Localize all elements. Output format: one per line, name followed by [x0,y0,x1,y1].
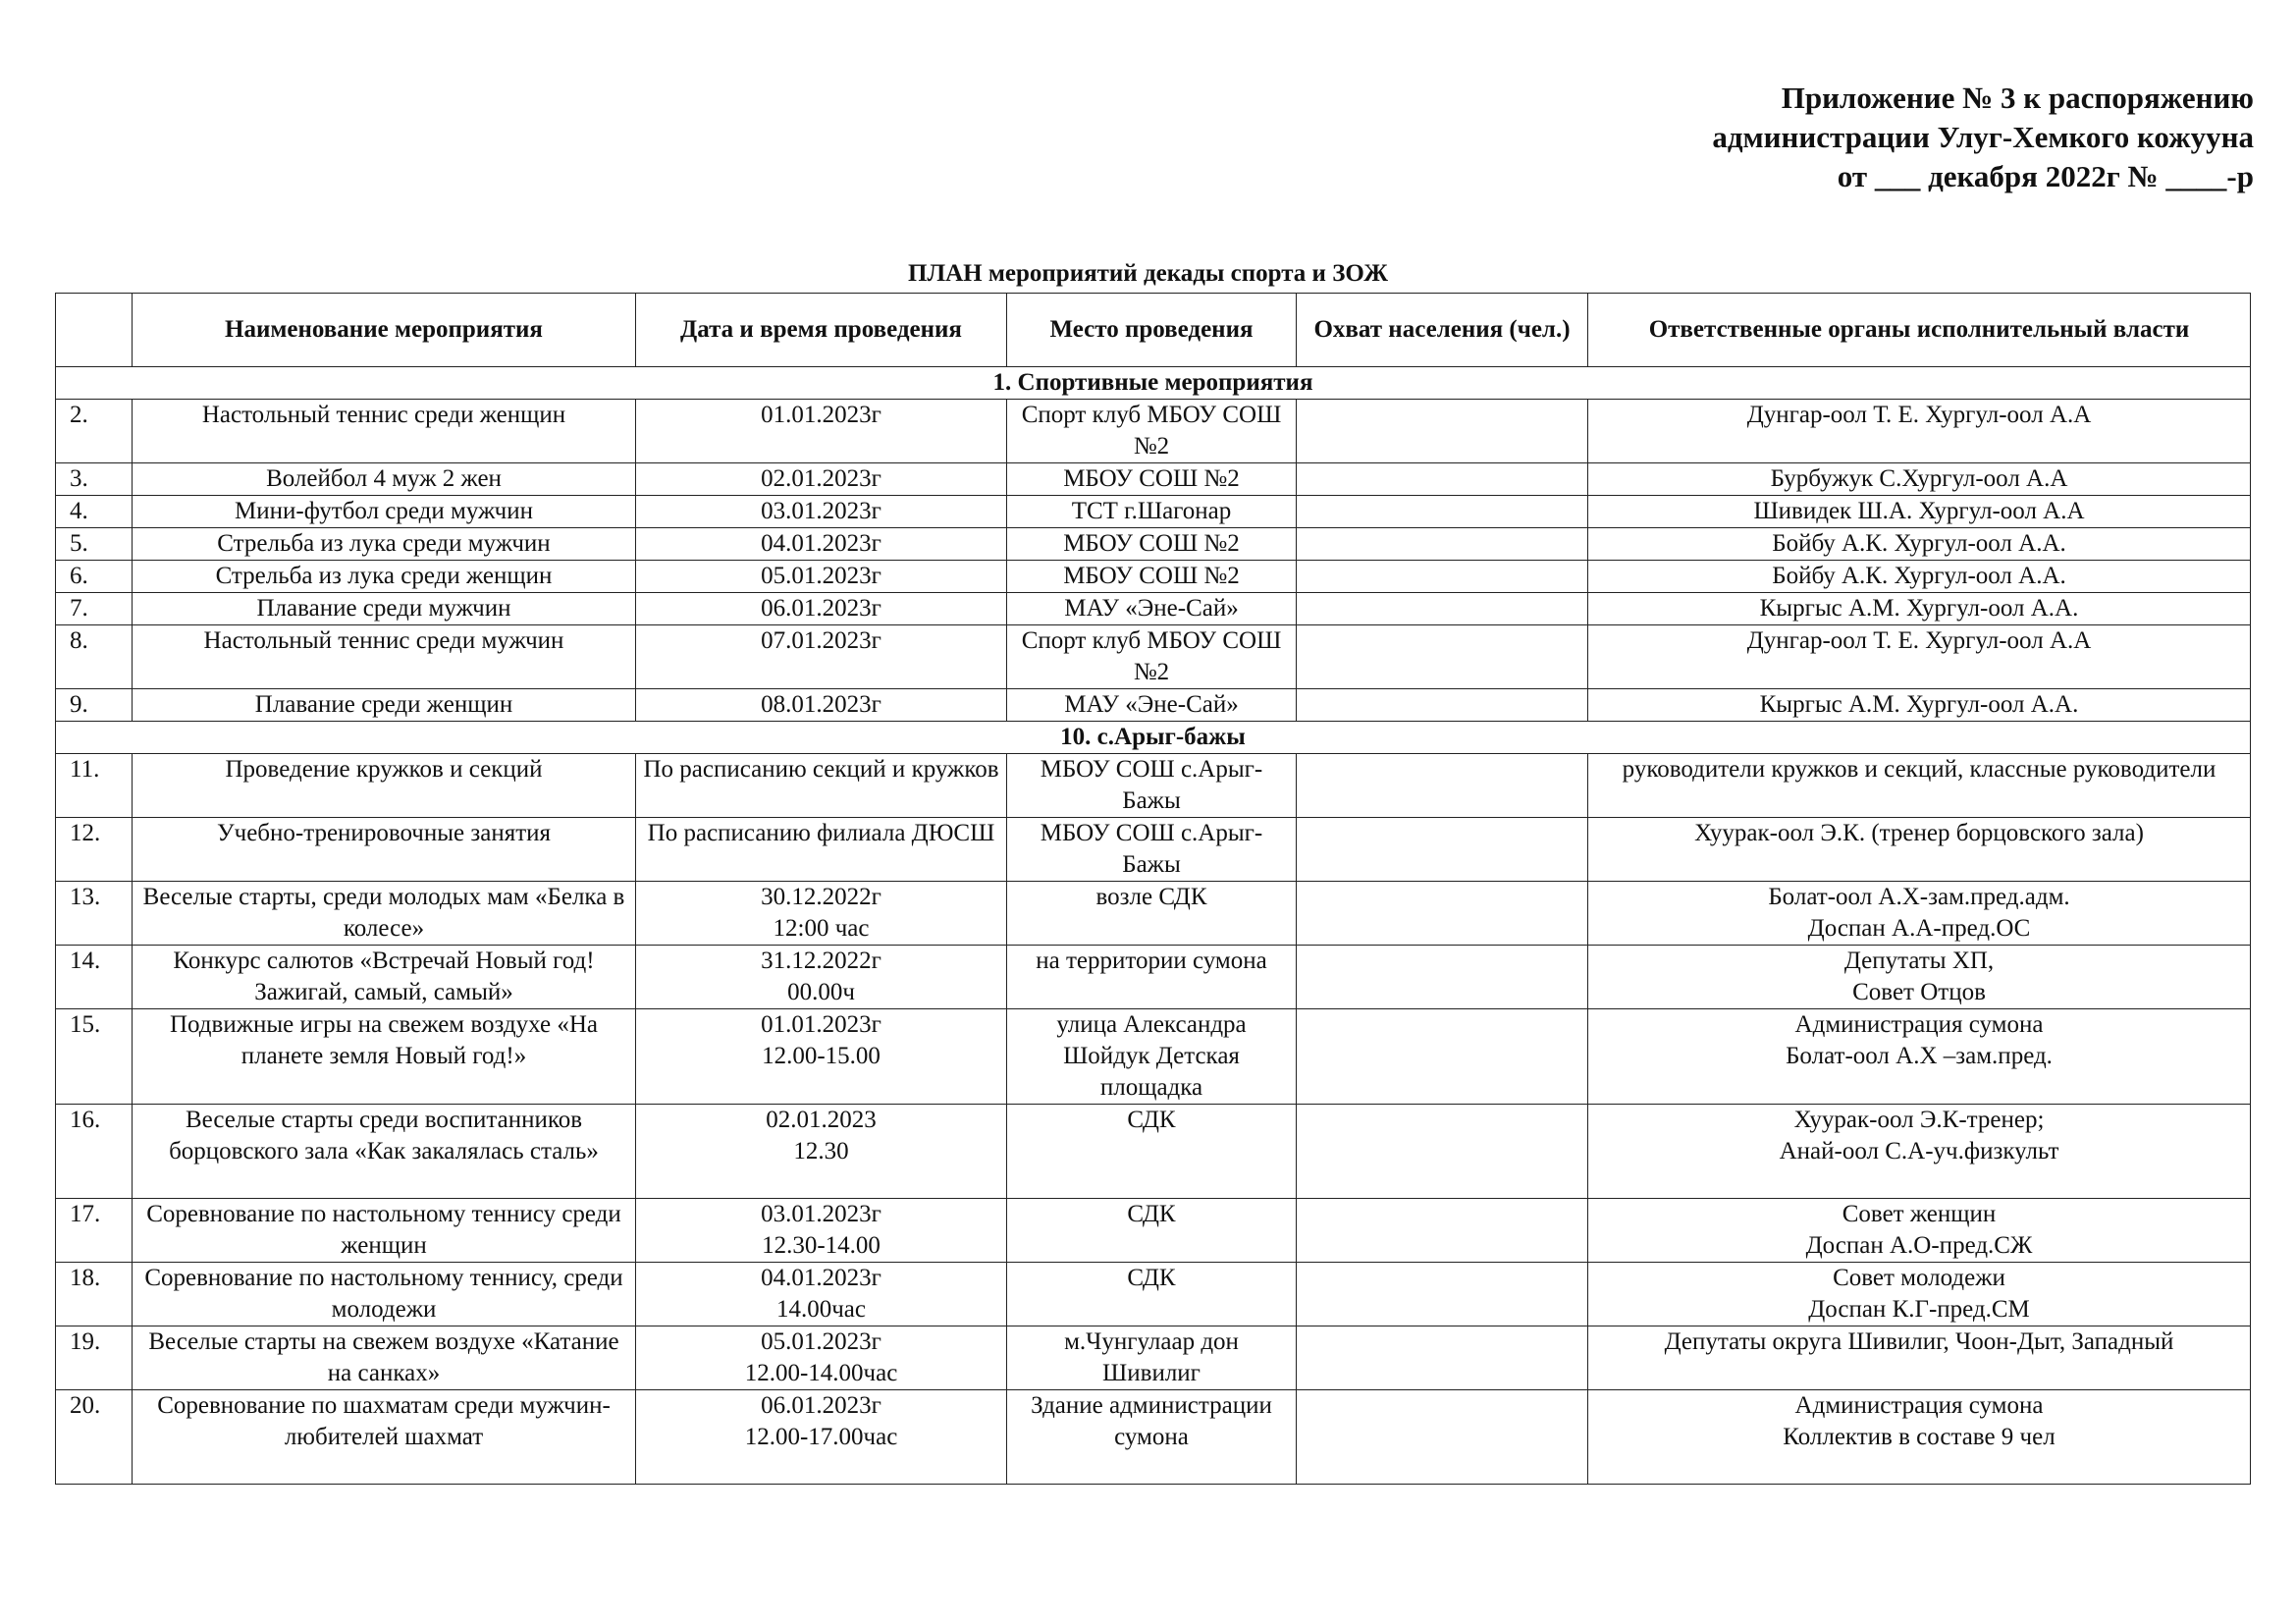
table-row [56,561,2251,593]
responsible-cell: Депутаты округа Шивилиг, Чоон-Дыт, Западный [1588,1326,2251,1390]
row-number: 12. [56,818,133,882]
table-row [56,1199,2251,1263]
section-header-row [56,722,2251,754]
venue-cell: МАУ «Эне-Сай» [1007,593,1297,625]
date-time-cell: 01.01.2023г [636,400,1007,463]
table-body [56,367,2251,1485]
date-time-cell: 07.01.2023г [636,625,1007,689]
date-time-cell: 06.01.2023г 12.00-17.00час [636,1390,1007,1485]
coverage-cell [1297,1263,1588,1326]
date-time-cell: 03.01.2023г [636,496,1007,528]
coverage-cell [1297,561,1588,593]
row-number: 13. [56,882,133,946]
row-number: 17. [56,1199,133,1263]
column-header-coverage: Охват населения (чел.) [1297,294,1588,367]
event-name-cell: Проведение кружков и секций [133,754,636,818]
row-number: 5. [56,528,133,561]
responsible-cell: Кыргыс А.М. Хургул-оол А.А. [1588,689,2251,722]
venue-cell: МБОУ СОШ с.Арыг-Бажы [1007,754,1297,818]
venue-cell: ТСТ г.Шагонар [1007,496,1297,528]
table-row [56,1009,2251,1105]
coverage-cell [1297,946,1588,1009]
date-time-cell: 02.01.2023г [636,463,1007,496]
event-name-cell: Веселые старты среди воспитанников борцовского зала «Как закалялась сталь» [133,1105,636,1199]
responsible-cell: руководители кружков и секций, классные руководители [1588,754,2251,818]
table-row [56,1263,2251,1326]
column-header-number [56,294,133,367]
event-name-cell: Подвижные игры на свежем воздухе «На планете земля Новый год!» [133,1009,636,1105]
table-title: ПЛАН мероприятий декады спорта и ЗОЖ [908,260,1388,287]
responsible-cell: Дунгар-оол Т. Е. Хургул-оол А.А [1588,400,2251,463]
header-line-administration: администрации Улуг-Хемкого кожууна [1712,120,2254,154]
venue-cell: МБОУ СОШ №2 [1007,463,1297,496]
venue-cell: СДК [1007,1199,1297,1263]
table-row [56,689,2251,722]
event-name-cell: Веселые старты на свежем воздухе «Катание на санках» [133,1326,636,1390]
coverage-cell [1297,689,1588,722]
venue-cell: СДК [1007,1105,1297,1199]
event-name-cell: Настольный теннис среди мужчин [133,625,636,689]
coverage-cell [1297,625,1588,689]
venue-cell: возле СДК [1007,882,1297,946]
row-number: 14. [56,946,133,1009]
coverage-cell [1297,496,1588,528]
coverage-cell [1297,400,1588,463]
row-number: 7. [56,593,133,625]
row-number: 16. [56,1105,133,1199]
venue-cell: МБОУ СОШ №2 [1007,528,1297,561]
event-name-cell: Плавание среди женщин [133,689,636,722]
header-line-appendix: Приложение № 3 к распоряжению [1781,81,2254,115]
responsible-cell: Дунгар-оол Т. Е. Хургул-оол А.А [1588,625,2251,689]
section-header-row [56,367,2251,400]
responsible-cell: Бойбу А.К. Хургул-оол А.А. [1588,528,2251,561]
venue-cell: улица Александра Шойдук Детская площадка [1007,1009,1297,1105]
date-time-cell: 31.12.2022г 00.00ч [636,946,1007,1009]
section-title: 1. Спортивные мероприятия [56,367,2251,400]
table-row [56,946,2251,1009]
responsible-cell: Хуурак-оол Э.К. (тренер борцовского зала) [1588,818,2251,882]
table-row [56,818,2251,882]
venue-cell: МАУ «Эне-Сай» [1007,689,1297,722]
coverage-cell [1297,818,1588,882]
venue-cell: Спорт клуб МБОУ СОШ №2 [1007,400,1297,463]
date-time-cell: 08.01.2023г [636,689,1007,722]
table-row [56,593,2251,625]
column-header-responsible: Ответственные органы исполнительный власти [1588,294,2251,367]
coverage-cell [1297,754,1588,818]
venue-cell: Здание администрации сумона [1007,1390,1297,1485]
coverage-cell [1297,1390,1588,1485]
responsible-cell: Совет молодежи Доспан К.Г-пред.СМ [1588,1263,2251,1326]
date-time-cell: 03.01.2023г 12.30-14.00 [636,1199,1007,1263]
row-number: 20. [56,1390,133,1485]
row-number: 8. [56,625,133,689]
table-row [56,1326,2251,1390]
date-time-cell: 30.12.2022г 12:00 час [636,882,1007,946]
date-time-cell: 05.01.2023г 12.00-14.00час [636,1326,1007,1390]
responsible-cell: Бойбу А.К. Хургул-оол А.А. [1588,561,2251,593]
responsible-cell: Шивидек Ш.А. Хургул-оол А.А [1588,496,2251,528]
coverage-cell [1297,882,1588,946]
table-row [56,625,2251,689]
row-number: 6. [56,561,133,593]
row-number: 19. [56,1326,133,1390]
row-number: 2. [56,400,133,463]
venue-cell: МБОУ СОШ №2 [1007,561,1297,593]
event-name-cell: Стрельба из лука среди мужчин [133,528,636,561]
row-number: 9. [56,689,133,722]
event-name-cell: Конкурс салютов «Встречай Новый год! Зажигай, самый, самый» [133,946,636,1009]
date-time-cell: 05.01.2023г [636,561,1007,593]
row-number: 18. [56,1263,133,1326]
venue-cell: СДК [1007,1263,1297,1326]
responsible-cell: Кыргыс А.М. Хургул-оол А.А. [1588,593,2251,625]
table-row [56,528,2251,561]
coverage-cell [1297,1326,1588,1390]
event-name-cell: Стрельба из лука среди женщин [133,561,636,593]
coverage-cell [1297,1199,1588,1263]
responsible-cell: Совет женщин Доспан А.О-пред.СЖ [1588,1199,2251,1263]
column-header-venue: Место проведения [1007,294,1297,367]
responsible-cell: Администрация сумона Коллектив в составе 9 чел [1588,1390,2251,1485]
date-time-cell: 02.01.2023 12.30 [636,1105,1007,1199]
responsible-cell: Бурбужук С.Хургул-оол А.А [1588,463,2251,496]
event-name-cell: Соревнование по шахматам среди мужчин-любителей шахмат [133,1390,636,1485]
event-name-cell: Настольный теннис среди женщин [133,400,636,463]
date-time-cell: 06.01.2023г [636,593,1007,625]
row-number: 3. [56,463,133,496]
venue-cell: м.Чунгулаар дон Шивилиг [1007,1326,1297,1390]
events-plan-table [55,293,2251,1485]
coverage-cell [1297,1105,1588,1199]
date-time-cell: По расписанию секций и кружков [636,754,1007,818]
responsible-cell: Хуурак-оол Э.К-тренер; Анай-оол С.А-уч.физкульт [1588,1105,2251,1199]
coverage-cell [1297,593,1588,625]
responsible-cell: Болат-оол А.Х-зам.пред.адм. Доспан А.А-пред.ОС [1588,882,2251,946]
date-time-cell: 01.01.2023г 12.00-15.00 [636,1009,1007,1105]
coverage-cell [1297,1009,1588,1105]
coverage-cell [1297,463,1588,496]
event-name-cell: Учебно-тренировочные занятия [133,818,636,882]
row-number: 15. [56,1009,133,1105]
table-row [56,1390,2251,1485]
date-time-cell: 04.01.2023г [636,528,1007,561]
venue-cell: МБОУ СОШ с.Арыг-Бажы [1007,818,1297,882]
section-title: 10. с.Арыг-бажы [56,722,2251,754]
column-header-event-name: Наименование мероприятия [133,294,636,367]
responsible-cell: Администрация сумона Болат-оол А.Х –зам.пред. [1588,1009,2251,1105]
event-name-cell: Веселые старты, среди молодых мам «Белка в колесе» [133,882,636,946]
date-time-cell: По расписанию филиала ДЮСШ [636,818,1007,882]
event-name-cell: Плавание среди мужчин [133,593,636,625]
event-name-cell: Соревнование по настольному теннису среди женщин [133,1199,636,1263]
table-row [56,496,2251,528]
table-row [56,882,2251,946]
event-name-cell: Соревнование по настольному теннису, среди молодежи [133,1263,636,1326]
table-row [56,400,2251,463]
row-number: 11. [56,754,133,818]
responsible-cell: Депутаты ХП, Совет Отцов [1588,946,2251,1009]
coverage-cell [1297,528,1588,561]
event-name-cell: Волейбол 4 муж 2 жен [133,463,636,496]
date-time-cell: 04.01.2023г 14.00час [636,1263,1007,1326]
table-row [56,463,2251,496]
event-name-cell: Мини-футбол среди мужчин [133,496,636,528]
venue-cell: Спорт клуб МБОУ СОШ №2 [1007,625,1297,689]
table-header-row [56,294,2251,367]
column-header-date-time: Дата и время проведения [636,294,1007,367]
venue-cell: на территории сумона [1007,946,1297,1009]
document-header [1712,79,2254,196]
table-row [56,754,2251,818]
table-row [56,1105,2251,1199]
header-line-date: от ___ декабря 2022г № ____-р [1837,159,2254,193]
row-number: 4. [56,496,133,528]
